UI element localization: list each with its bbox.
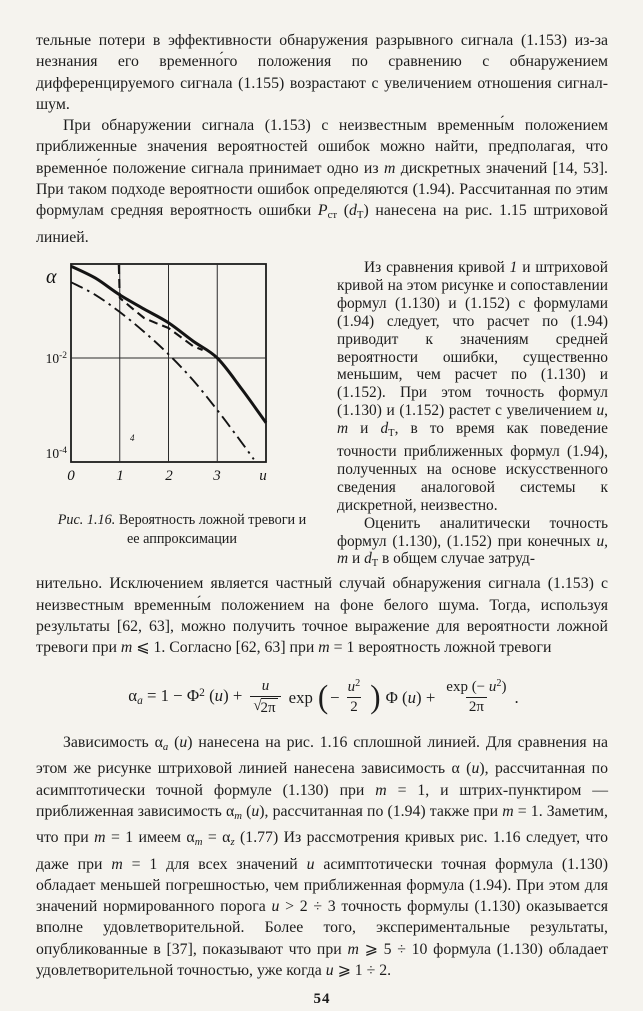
figure-and-text-wrap bbox=[36, 259, 608, 573]
formula-period: . bbox=[514, 687, 519, 707]
x-tick-3: 3 bbox=[213, 467, 221, 484]
figure-caption-ref: Рис. 1.16. bbox=[57, 512, 116, 529]
paragraph-5: Зависимость $\alpha_a$ (u) нанесена на рис. 1.16 сплошной линией. Для сравнения на этом же рисунке штриховой линией нанесена зависимость α (u), рассчитанная по асимптотически точной формуле (1.130) при m = 1, и штрих-пунктиром — приближенная зависимость $\alpha_m$ (u), рассчитанная по (1.94) также при m = 1. Заметим, что при m = 1 имеем $\alpha_m = \alpha_z$ (1.77) Из рассмотрения кривых рис. 1.16 следует, что даже при m = 1 для всех значений u асимптотически точная формула (1.130) обладает меньшей погрешностью, чем приближенная формула (1.94). При этом для значений нормированного порога u > 2 ÷ 3 точность формулы (1.130) оказывается вполне удовлетворительной. Более того, экспериментальные результаты, опубликованные в [37], показывают что при m ⩾ 5 ÷ 10 формула (1.130) обладает удовлетворительной точностью, уже когда u ⩾ 1 ÷ 2. bbox=[36, 734, 609, 980]
paragraph-4-full: нительно. Исключением является частный случай обнаружения сигнала (1.153) с неизвестным временны́м положением на фоне белого шума. Тогда, используя результаты [62, 63], можно получить точное выражение для вероятности ложной тревоги при m ⩽ 1. Согласно [62, 63] при m = 1 вероятность ложной тревоги bbox=[36, 575, 608, 657]
formula-fraction-1: u √ 2π bbox=[250, 678, 280, 718]
paragraph-1: тельные потери в эффективности обнаружения разрывного сигнала (1.153) из-за незнания его временно́го положения по сравнению с обнаружением дифференцируемого сигнала (1.155) возрастают с увеличением отношения сигнал-шум. bbox=[36, 32, 608, 113]
x-axis-label: u bbox=[259, 467, 267, 484]
x-tick-1: 1 bbox=[116, 467, 124, 484]
figure-1-16 bbox=[36, 262, 328, 548]
figure-plot bbox=[36, 262, 321, 494]
y-tick-1e-4: $10^{-4}$ bbox=[45, 445, 67, 461]
figure-caption-text: Вероятность ложной тревоги и ее аппроксимации bbox=[118, 512, 307, 547]
formula-exp: exp bbox=[288, 687, 313, 707]
chart-layers bbox=[71, 264, 266, 462]
formula-minus: − bbox=[330, 687, 340, 707]
y-axis-label: α bbox=[46, 265, 57, 288]
page-number: 54 bbox=[313, 991, 331, 1008]
page-body bbox=[36, 30, 608, 1011]
paragraph-3: Из сравнения кривой 1 и штриховой кривой на этом рисунке и сопоставлении формул (1.130) и (1.152) с формулами (1.94) следует, что расчет по (1.94) приводит к значениям средней вероятности ошибки, существенно меньшим, чем расчет по (1.130) и (1.152). При этом точность формул (1.130) и (1.152) растет с увеличением u, m и $d_T$, в то время как поведение точности приближенных формул (1.94), полученных на основе искусственного сведения аналоговой системы к дискретной, неизвестно. bbox=[337, 258, 608, 514]
paragraph-2: При обнаружении сигнала (1.153) с неизвестным временны́м положением приближенные значения вероятностей ошибок можно найти, предполагая, что временно́е положение сигнала принимает одно из m дискретных значений [14, 53]. При таком подходе вероятности ошибок определяются (1.94). Рассчитанная по этим формулам средняя вероятность ошибки $P_{ст}$ $(d_T)$ нанесена на рис. 1.15 штриховой линией. bbox=[36, 117, 608, 246]
formula-fraction-3: $\frac{\exp (- u^2)}{2\pi}$ bbox=[446, 678, 507, 716]
formula-alpha-a bbox=[36, 678, 608, 718]
formula-close-paren: ) bbox=[370, 678, 381, 716]
stray-print-mark: 4 bbox=[130, 432, 135, 443]
sqrt-radical: √ 2π bbox=[253, 697, 276, 716]
formula-open-paren: ( bbox=[317, 678, 329, 716]
figure-caption bbox=[57, 511, 307, 548]
formula-mid: Φ (u) + bbox=[385, 687, 436, 707]
formula-lhs: $\alpha_a = 1 - \Phi^2$ (u) + bbox=[128, 685, 243, 707]
paragraph-4-col: Оценить аналитически точность формул (1.130), (1.152) при конечных u, m и $d_T$ в общем случае затруд- bbox=[337, 514, 608, 570]
x-tick-0: 0 bbox=[67, 467, 75, 484]
x-tick-2: 2 bbox=[165, 467, 173, 484]
y-tick-1e-2: $10^{-2}$ bbox=[45, 350, 67, 366]
formula-fraction-2: $\frac{u^2}{2}$ bbox=[347, 678, 361, 716]
